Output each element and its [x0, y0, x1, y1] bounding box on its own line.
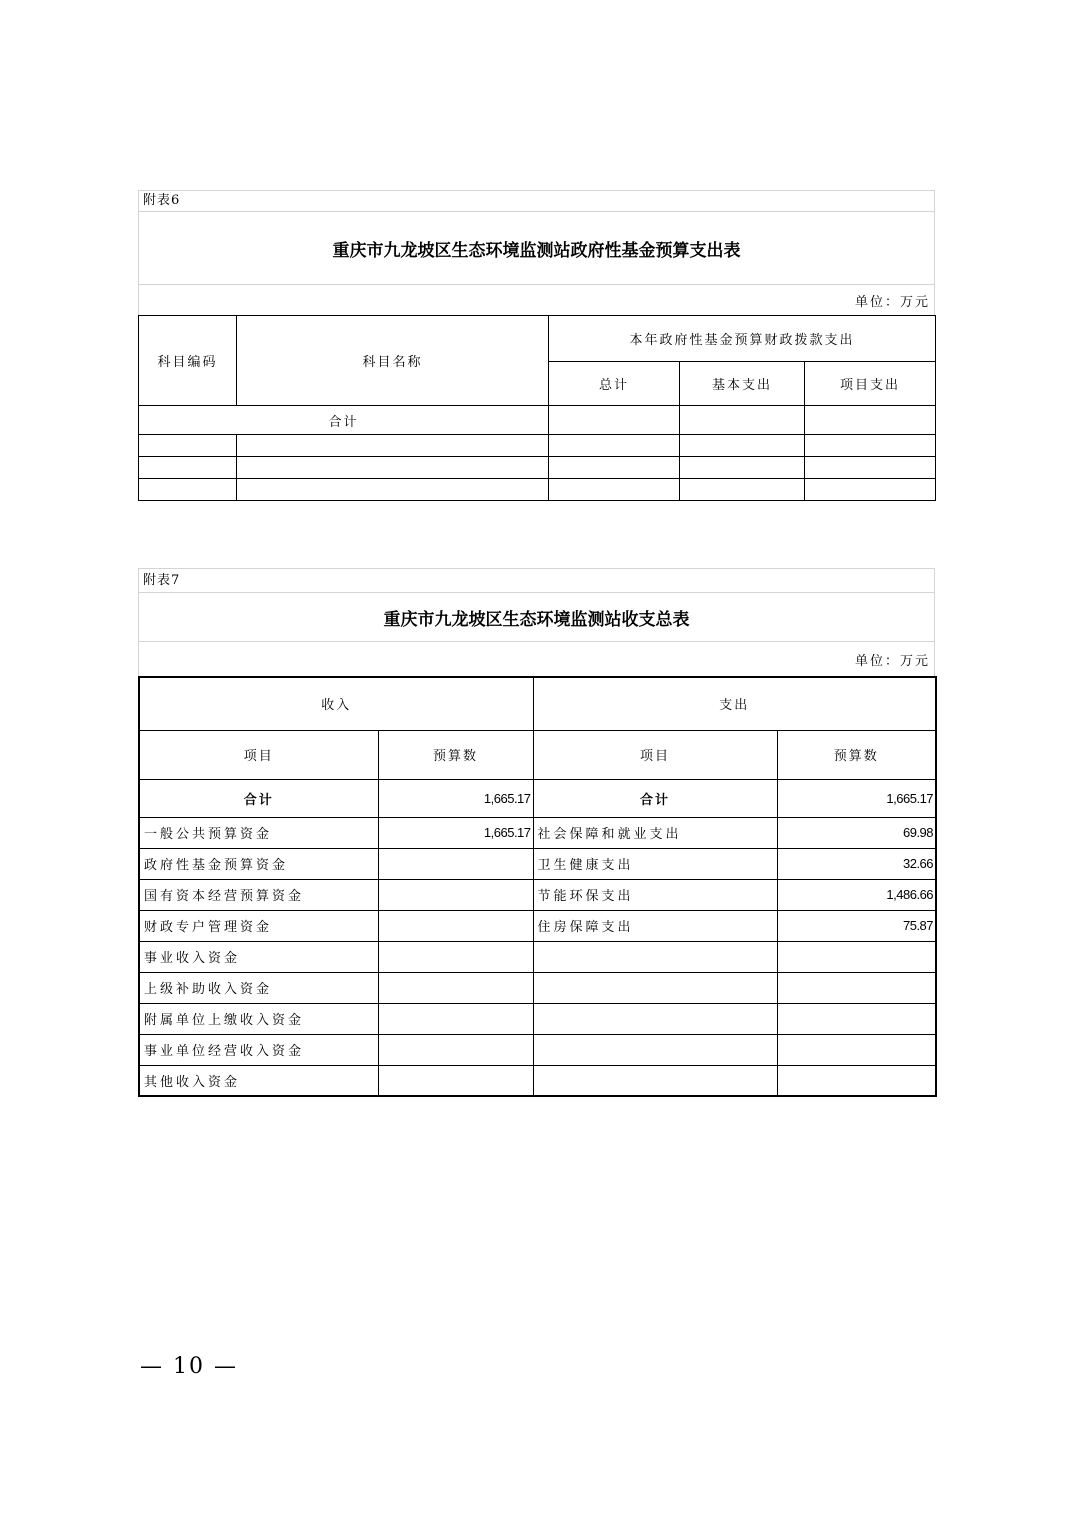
annex6-label: 附表6	[143, 193, 181, 208]
cell	[139, 457, 237, 479]
expense-value: 32.66	[777, 848, 936, 879]
expense-value	[777, 972, 936, 1003]
expense-value	[777, 1003, 936, 1034]
expense-total-label: 合计	[533, 779, 777, 817]
table-row	[139, 1065, 936, 1096]
cell	[237, 457, 549, 479]
table-row	[139, 1034, 936, 1065]
expense-item	[533, 1034, 777, 1065]
annex7-label: 附表7	[143, 573, 181, 588]
table-row	[139, 457, 936, 479]
annex6-col-code: 科目编码	[139, 316, 237, 406]
cell	[805, 435, 936, 457]
expense-value	[777, 1065, 936, 1096]
annex6-total-basic	[680, 406, 805, 435]
annex6-unit: 单位：万元	[854, 294, 930, 310]
expense-item: 节能环保支出	[533, 879, 777, 910]
expense-budget-header: 预算数	[777, 730, 936, 779]
expense-item	[533, 1003, 777, 1034]
table-row	[139, 972, 936, 1003]
cell	[680, 457, 805, 479]
expense-value: 1,486.66	[777, 879, 936, 910]
table-row	[139, 817, 936, 848]
cell	[805, 479, 936, 501]
expense-header: 支出	[533, 677, 936, 730]
cell	[549, 435, 680, 457]
cell	[549, 457, 680, 479]
annex6-label-row	[138, 190, 935, 212]
income-header: 收入	[139, 677, 533, 730]
annex7-unit: 单位：万元	[854, 653, 930, 669]
income-value	[378, 910, 533, 941]
expense-item: 住房保障支出	[533, 910, 777, 941]
table-row	[139, 941, 936, 972]
income-total-label: 合计	[139, 779, 378, 817]
annex6-col-project: 项目支出	[805, 362, 936, 406]
expense-item	[533, 972, 777, 1003]
annex6-total-project	[805, 406, 936, 435]
expense-value: 69.98	[777, 817, 936, 848]
expense-item	[533, 1065, 777, 1096]
income-budget-header: 预算数	[378, 730, 533, 779]
cell	[139, 435, 237, 457]
annex6-title-row	[138, 211, 935, 285]
income-item: 事业单位经营收入资金	[139, 1034, 378, 1065]
cell	[237, 479, 549, 501]
income-value	[378, 972, 533, 1003]
income-item: 上级补助收入资金	[139, 972, 378, 1003]
table-row	[139, 910, 936, 941]
annex7-table	[138, 676, 937, 1097]
annex7-unit-row	[138, 641, 935, 677]
annex6-col-group: 本年政府性基金预算财政拨款支出	[549, 316, 936, 362]
annex6-table	[138, 315, 936, 501]
annex6-col-basic: 基本支出	[680, 362, 805, 406]
income-item: 其他收入资金	[139, 1065, 378, 1096]
income-item: 附属单位上缴收入资金	[139, 1003, 378, 1034]
expense-total-value: 1,665.17	[777, 779, 936, 817]
income-item: 国有资本经营预算资金	[139, 879, 378, 910]
income-value	[378, 1065, 533, 1096]
table-row	[139, 435, 936, 457]
annex7-title: 重庆市九龙坡区生态环境监测站收支总表	[383, 609, 690, 630]
income-value	[378, 879, 533, 910]
annex6-total-sum	[549, 406, 680, 435]
expense-item: 社会保障和就业支出	[533, 817, 777, 848]
cell	[139, 479, 237, 501]
income-item: 政府性基金预算资金	[139, 848, 378, 879]
annex6-col-total: 总计	[549, 362, 680, 406]
expense-value: 75.87	[777, 910, 936, 941]
annex6-total-label: 合计	[139, 406, 549, 435]
annex6-sheet	[138, 190, 935, 502]
page-number: — 10 —	[140, 1354, 238, 1379]
cell	[549, 479, 680, 501]
income-value: 1,665.17	[378, 817, 533, 848]
cell	[680, 479, 805, 501]
table-row	[139, 848, 936, 879]
annex7-sheet	[138, 568, 935, 1098]
expense-item-header: 项目	[533, 730, 777, 779]
income-item: 一般公共预算资金	[139, 817, 378, 848]
annex6-title: 重庆市九龙坡区生态环境监测站政府性基金预算支出表	[332, 240, 741, 261]
annex7-title-row	[138, 592, 935, 642]
income-item-header: 项目	[139, 730, 378, 779]
income-value	[378, 848, 533, 879]
table-row	[139, 879, 936, 910]
annex7-label-row	[138, 568, 935, 593]
income-item: 事业收入资金	[139, 941, 378, 972]
income-value	[378, 1003, 533, 1034]
expense-item	[533, 941, 777, 972]
cell	[237, 435, 549, 457]
table-row	[139, 1003, 936, 1034]
expense-item: 卫生健康支出	[533, 848, 777, 879]
income-value	[378, 1034, 533, 1065]
income-total-value: 1,665.17	[378, 779, 533, 817]
cell	[680, 435, 805, 457]
annex6-col-name: 科目名称	[237, 316, 549, 406]
annex6-unit-row	[138, 284, 935, 316]
expense-value	[777, 1034, 936, 1065]
income-value	[378, 941, 533, 972]
table-row	[139, 479, 936, 501]
cell	[805, 457, 936, 479]
expense-value	[777, 941, 936, 972]
income-item: 财政专户管理资金	[139, 910, 378, 941]
